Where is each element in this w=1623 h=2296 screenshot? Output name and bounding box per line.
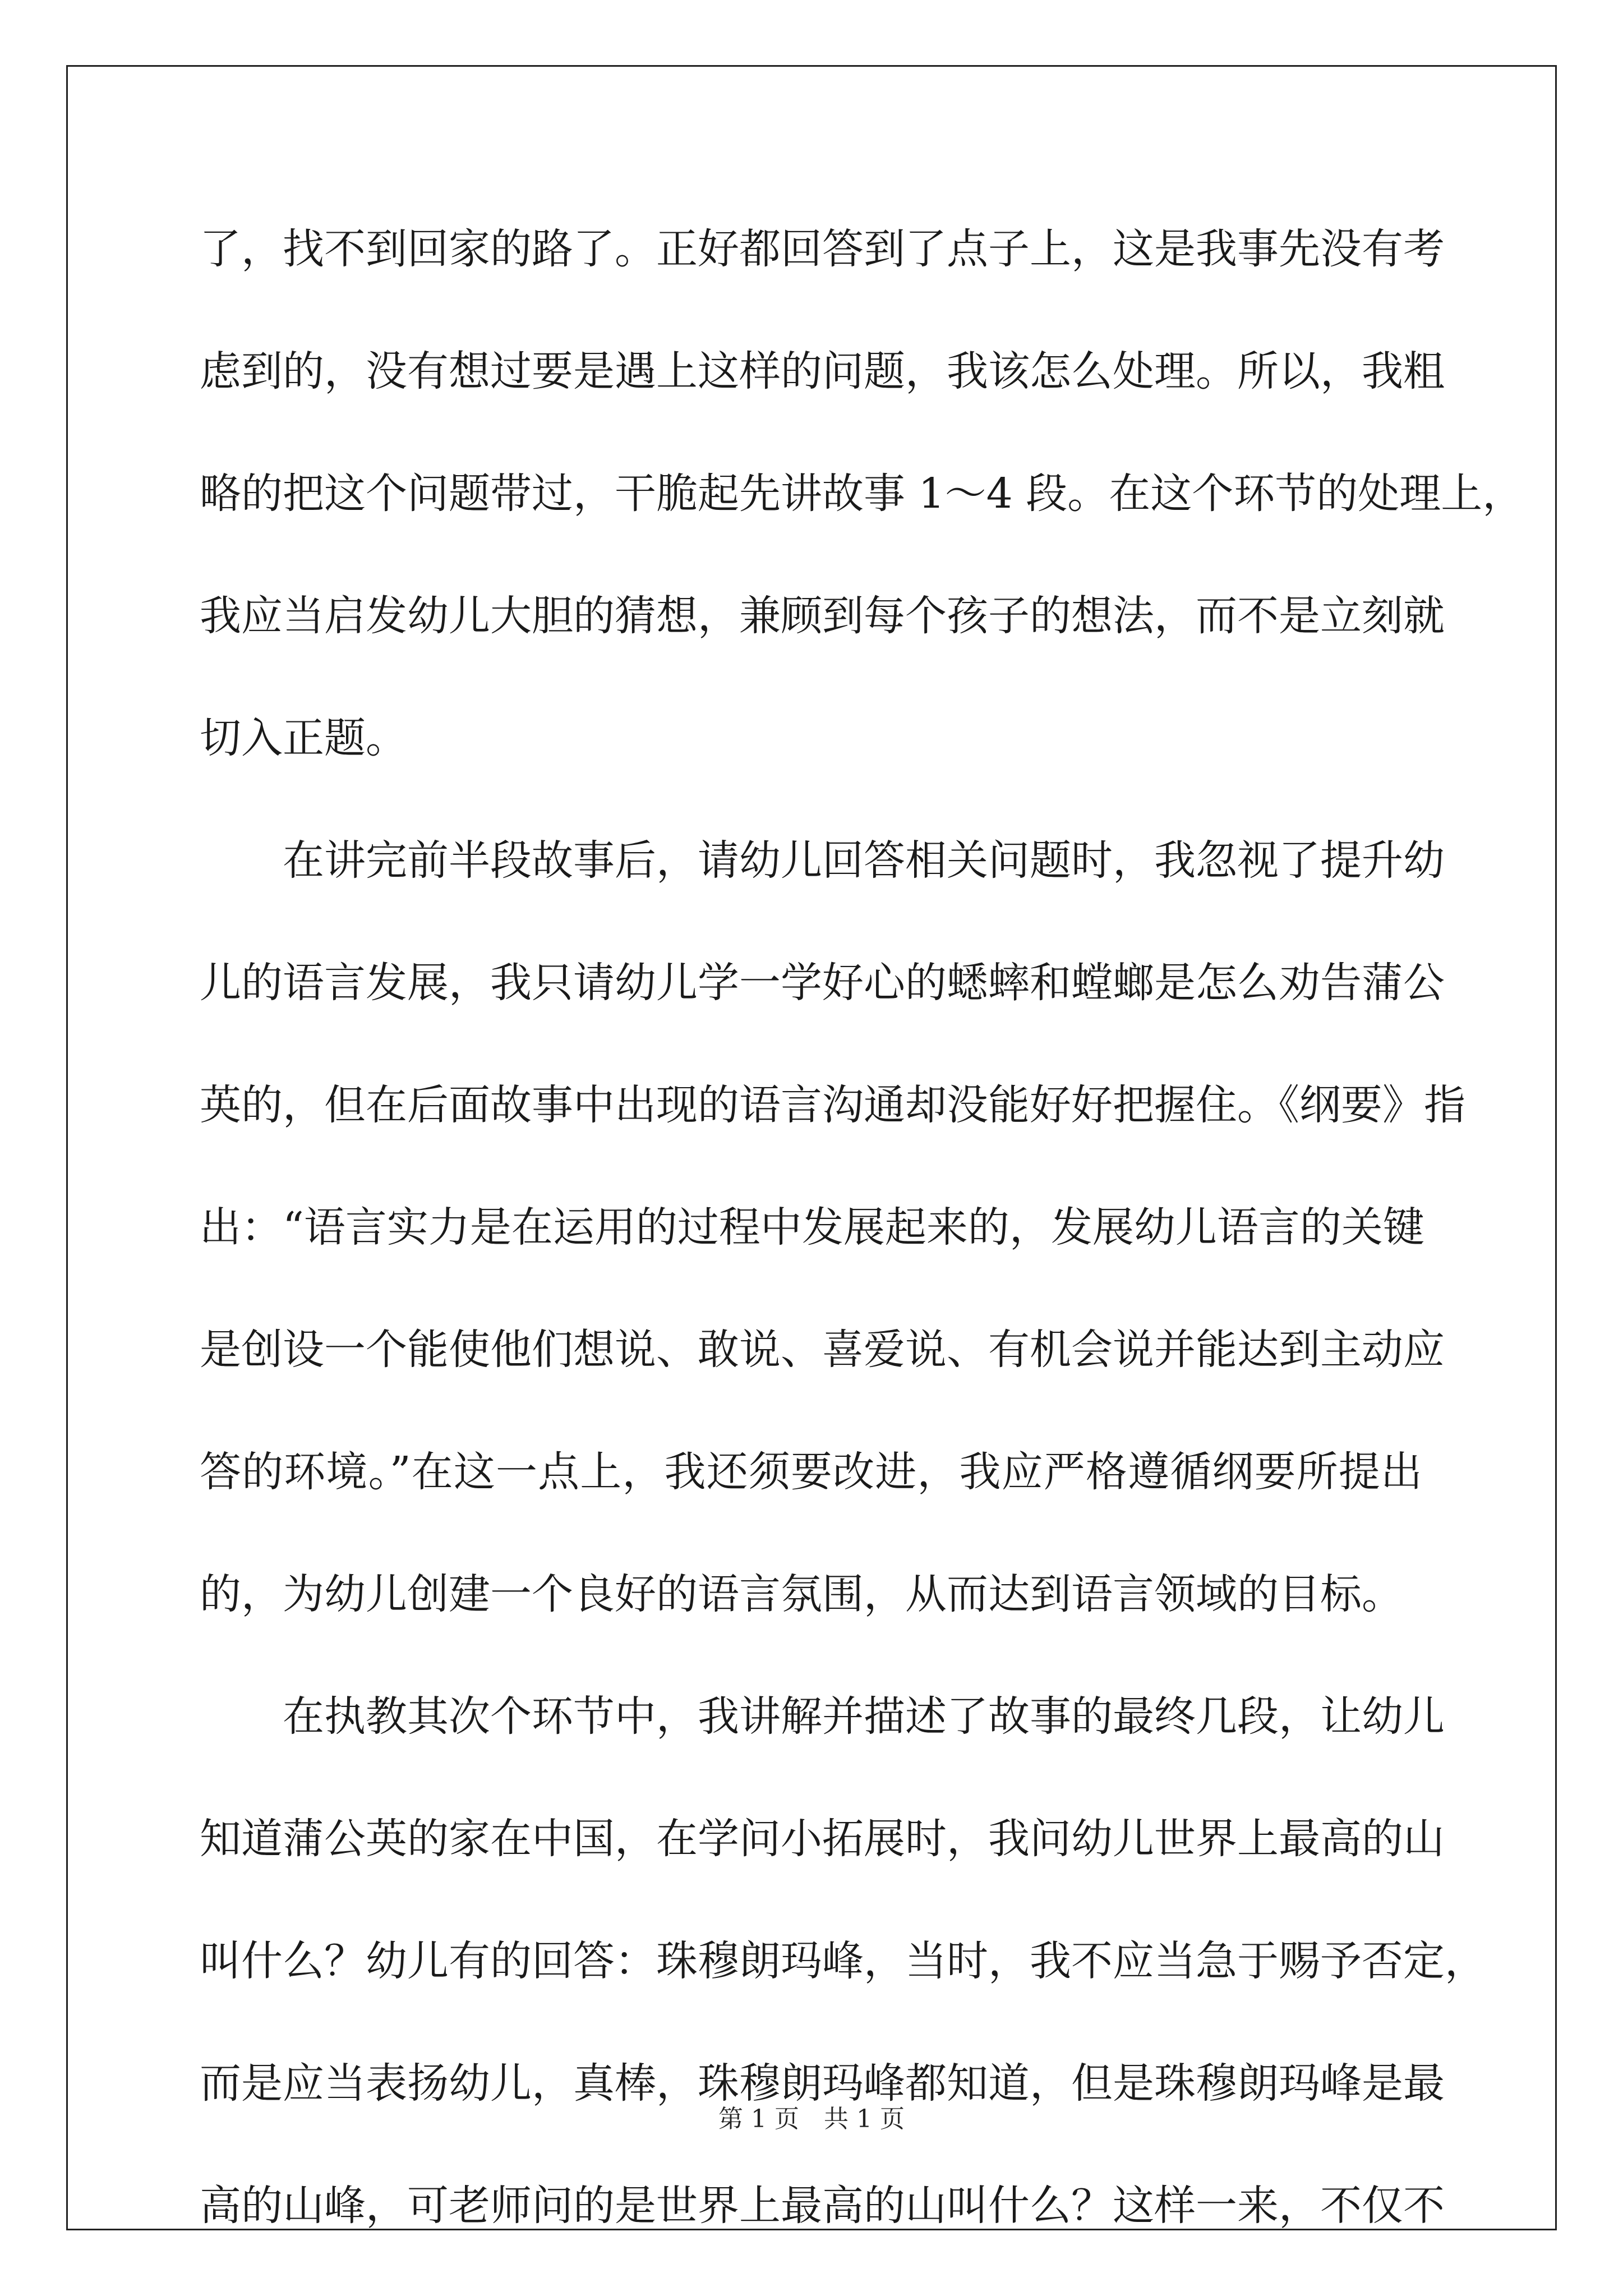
text-line: 我应当启发幼儿大胆的猜想，兼顾到每个孩子的想法，而不是立刻就	[200, 592, 1445, 640]
text-line: 了，找不到回家的路了。正好都回答到了点子上，这是我事先没有考	[200, 225, 1445, 273]
text-line: 出：“语言实力是在运用的过程中发展起来的，发展幼儿语言的关键	[200, 1203, 1424, 1251]
text-line: 是创设一个能使他们想说、敢说、喜爱说、有机会说并能达到主动应	[200, 1326, 1445, 1374]
text-line: 的，为幼儿创建一个良好的语言氛围，从而达到语言领域的目标。	[200, 1570, 1403, 1618]
text-line: 叫什么？幼儿有的回答：珠穆朗玛峰，当时，我不应当急于赐予否定，	[200, 1937, 1486, 1985]
text-line: 而是应当表扬幼儿，真棒，珠穆朗玛峰都知道，但是珠穆朗玛峰是最	[200, 2059, 1445, 2108]
text-line: 高的山峰，可老师问的是世界上最高的山叫什么？这样一来，不仅不	[200, 2182, 1445, 2230]
text-line: 英的，但在后面故事中出现的语言沟通却没能好好把握住。《纲要》指	[200, 1081, 1465, 1129]
text-line: 略的把这个问题带过，干脆起先讲故事 1～4 段。在这个环节的处理上，	[200, 470, 1524, 518]
text-line: 切入正题。	[200, 714, 407, 762]
text-line: 知道蒲公英的家在中国，在学问小拓展时，我问幼儿世界上最高的山	[200, 1815, 1445, 1863]
text-line: 虑到的，没有想过要是遇上这样的问题，我该怎么处理。所以，我粗	[200, 347, 1445, 395]
text-line: 答的环境。”在这一点上，我还须要改进，我应严格遵循纲要所提出	[200, 1448, 1422, 1496]
document-body	[200, 204, 1524, 2283]
page-footer: 第 1 页 共 1 页	[718, 2105, 905, 2133]
text-line: 在执教其次个环节中，我讲解并描述了故事的最终几段，让幼儿	[283, 1692, 1445, 1741]
text-line: 在讲完前半段故事后，请幼儿回答相关问题时，我忽视了提升幼	[283, 836, 1445, 885]
text-line: 儿的语言发展，我只请幼儿学一学好心的蟋蟀和螳螂是怎么劝告蒲公	[200, 959, 1445, 1007]
